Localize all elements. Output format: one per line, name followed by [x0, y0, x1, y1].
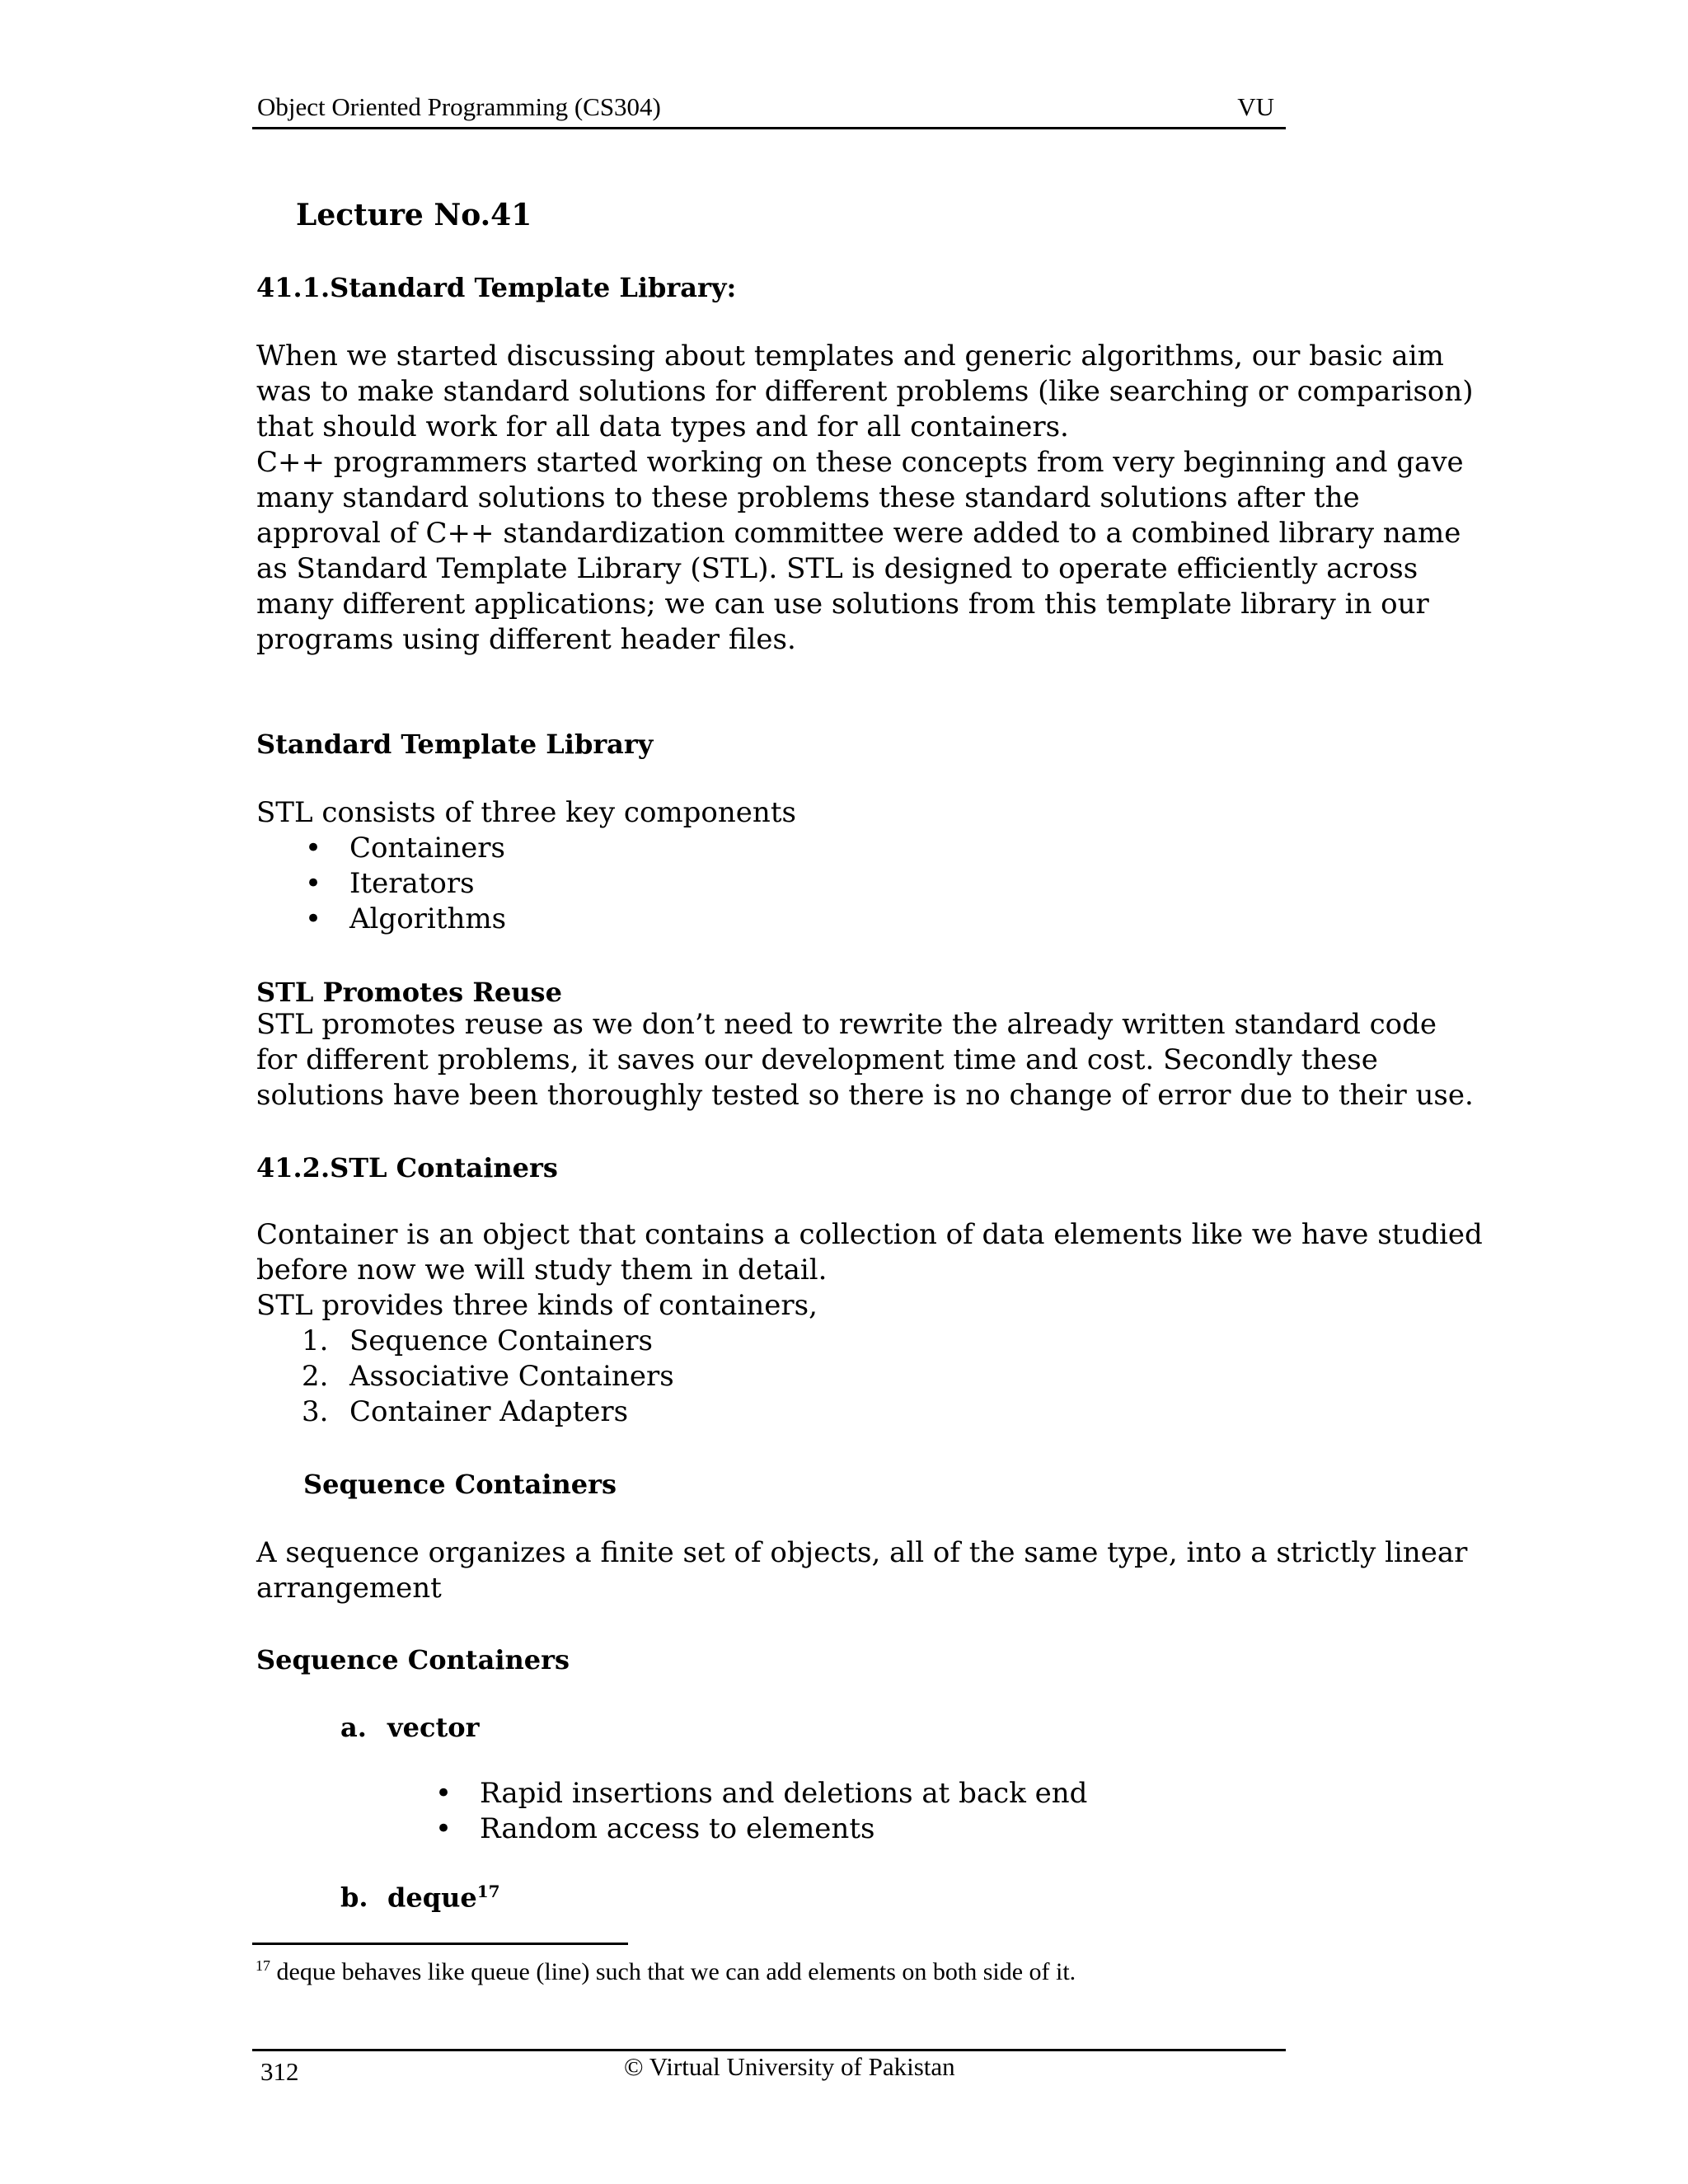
bullet-icon: •: [435, 1812, 452, 1845]
list-number: 3.: [302, 1395, 329, 1428]
container-kind: Sequence Containers: [349, 1324, 653, 1357]
list-marker: a.: [340, 1712, 367, 1743]
body-line: many standard solutions to these problems these standard solutions after the: [256, 481, 1360, 514]
bullet-icon: •: [435, 1777, 452, 1810]
body-line: before now we will study them in detail.: [256, 1254, 828, 1286]
container-kind: Container Adapters: [349, 1395, 629, 1428]
vector-point: Random access to elements: [480, 1812, 875, 1845]
body-line: solutions have been thoroughly tested so there is no change of error due to their use.: [256, 1079, 1474, 1112]
body-line: as Standard Template Library (STL). STL is designed to operate efficiently across: [256, 552, 1418, 585]
body-line: arrangement: [256, 1572, 442, 1605]
body-line: many different applications; we can use solutions from this template library in our: [256, 588, 1429, 621]
list-number: 2.: [302, 1360, 329, 1393]
sequence-containers-subheading: Sequence Containers: [303, 1469, 617, 1500]
footnote-ref: 17: [476, 1882, 500, 1901]
stl-intro: STL consists of three key components: [256, 796, 796, 829]
bullet-icon: •: [305, 867, 322, 900]
component-item: Algorithms: [349, 902, 507, 935]
footnote-divider: [252, 1943, 628, 1945]
footnote-number: 17: [256, 1957, 270, 1974]
footnote: [256, 1957, 1076, 1986]
body-line: that should work for all data types and for all containers.: [256, 410, 1069, 443]
bullet-icon: •: [305, 832, 322, 865]
lecture-title: Lecture No.41: [296, 198, 532, 232]
container-kind: Associative Containers: [349, 1360, 674, 1393]
body-line: programs using different header files.: [256, 623, 796, 656]
body-line: STL promotes reuse as we don’t need to rewrite the already written standard code: [256, 1008, 1437, 1041]
deque-item: [387, 1882, 500, 1914]
list-marker: b.: [340, 1882, 368, 1913]
page-number: 312: [260, 2057, 299, 2086]
body-line: STL provides three kinds of containers,: [256, 1289, 818, 1322]
stl-heading: Standard Template Library: [256, 729, 654, 760]
section-41-1-body: [256, 339, 1474, 658]
bullet-icon: •: [305, 902, 322, 935]
sequence-containers-heading: Sequence Containers: [256, 1644, 570, 1675]
deque-label: deque: [387, 1882, 477, 1914]
body-line: approval of C++ standardization committee were added to a combined library name: [256, 517, 1461, 550]
copyright: © Virtual University of Pakistan: [624, 2052, 955, 2081]
body-line: When we started discussing about templates and generic algorithms, our basic aim: [256, 340, 1444, 373]
org-label: VU: [1237, 92, 1274, 121]
vector-item: vector: [387, 1712, 480, 1743]
body-line: was to make standard solutions for different problems (like searching or comparison): [256, 375, 1474, 408]
page-header: [252, 89, 1286, 129]
course-title: Object Oriented Programming (CS304): [257, 92, 661, 121]
body-line: for different problems, it saves our development time and cost. Secondly these: [256, 1043, 1378, 1076]
vector-point: Rapid insertions and deletions at back end: [480, 1777, 1088, 1810]
footer-rule: [252, 2049, 1286, 2051]
footnote-text: deque behaves like queue (line) such that we can add elements on both side of it.: [270, 1958, 1076, 1985]
reuse-heading: STL Promotes Reuse: [256, 977, 562, 1008]
component-item: Containers: [349, 832, 505, 865]
list-number: 1.: [302, 1324, 329, 1357]
body-line: Container is an object that contains a collection of data elements like we have studied: [256, 1218, 1483, 1251]
section-41-1-heading: 41.1.Standard Template Library:: [256, 272, 737, 303]
body-line: C++ programmers started working on these concepts from very beginning and gave: [256, 446, 1464, 479]
section-41-2-heading: 41.2.STL Containers: [256, 1152, 558, 1183]
body-line: A sequence organizes a finite set of objects, all of the same type, into a strictly linear: [256, 1536, 1468, 1569]
component-item: Iterators: [349, 867, 475, 900]
